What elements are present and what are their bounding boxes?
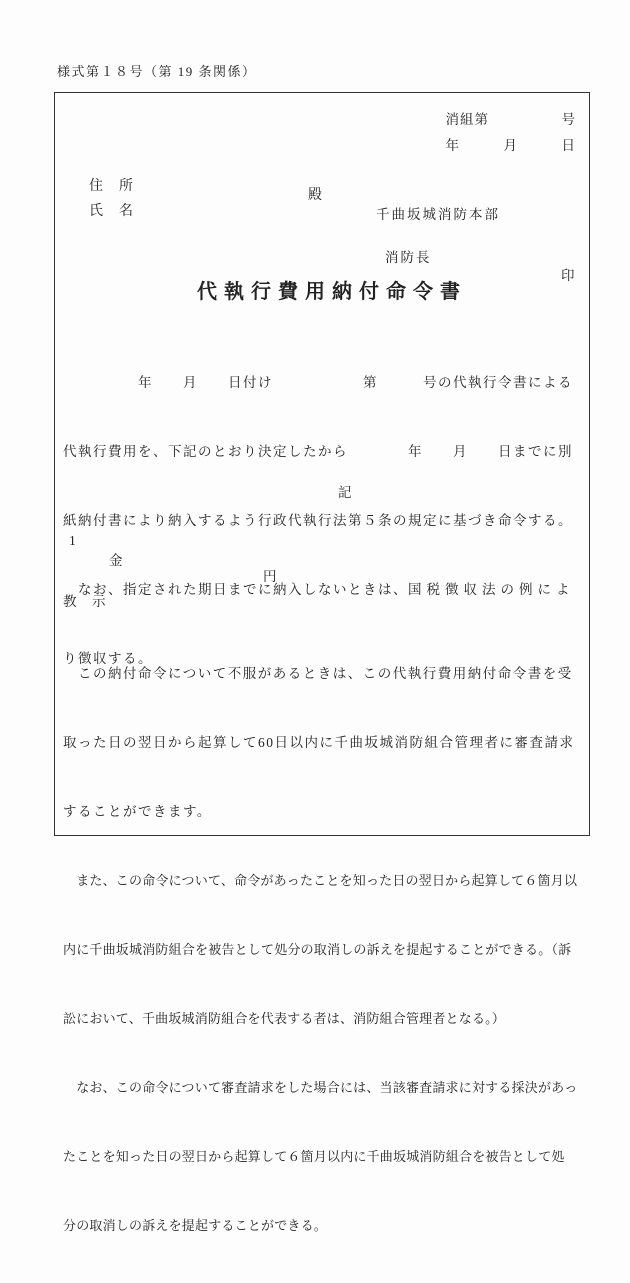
sender-row: [55, 228, 589, 283]
body-line-segment: なお、指定された期日までに納入しないときは、: [63, 582, 408, 597]
notice-text: [63, 616, 589, 1283]
notice-line: 内に千曲坂城消防組合を被告として処分の取消しの訴えを提起することができる。（訴: [63, 942, 572, 957]
document-border-box: [54, 92, 590, 1233]
seal-placeholder: 印: [561, 268, 575, 283]
form-number-label: 様式第１８号（第 19 条関係）: [57, 64, 257, 79]
sender-title: 消防長: [385, 250, 432, 265]
document-title: 代執行費用納付命令書: [197, 281, 467, 303]
name-label: 氏 名: [89, 204, 134, 219]
item-number: 1: [69, 533, 76, 548]
body-line: 紙納付書により納入するよう行政代執行法第５条の規定に基づき命令する。: [63, 513, 573, 528]
doc-number-line: 消組第 号: [445, 112, 576, 127]
organization-name: 千曲坂城消防本部: [376, 207, 500, 222]
body-line: 代執行費用を、下記のとおり決定したから 年 月 日までに別: [63, 444, 573, 459]
body-line: [63, 578, 587, 601]
notice-line: なお、この命令について審査請求をした場合には、当該審査請求に対する採決があっ: [63, 1080, 578, 1095]
amount-prefix: 金: [109, 553, 123, 568]
honorific-label: 殿: [308, 188, 323, 203]
notice-line: たことを知った日の翌日から起算して６箇月以内に千曲坂城消防組合を被告として処: [63, 1149, 565, 1164]
ki-section-marker: 記: [338, 485, 352, 500]
notice-line: 訟において、千曲坂城消防組合を代表する者は、消防組合管理者となる。）: [63, 1011, 506, 1026]
body-line: り徴収する。: [63, 651, 153, 666]
notice-line: 取った日の翌日から起算して60日以内に千曲坂城消防組合管理者に審査請求: [63, 735, 575, 750]
body-line-segment: 国税徴収法の例によ: [408, 582, 575, 597]
date-line: 年 月 日: [445, 138, 576, 153]
notice-line: また、この命令について、命令があったことを知った日の翌日から起算して６箇月以: [63, 873, 578, 888]
notice-line: 分の取消しの訴えを提起することができる。: [63, 1218, 328, 1233]
amount-suffix: 円: [263, 569, 277, 584]
notice-heading: 教 示: [63, 594, 107, 609]
body-line: 年 月 日付け 第 号の代執行令書による: [63, 375, 573, 390]
notice-line: この納付命令について不服があるときは、この代執行費用納付命令書を受: [63, 666, 573, 681]
address-label: 住 所: [89, 179, 134, 194]
notice-line: することができます。: [63, 804, 212, 819]
amount-row: [55, 517, 589, 584]
